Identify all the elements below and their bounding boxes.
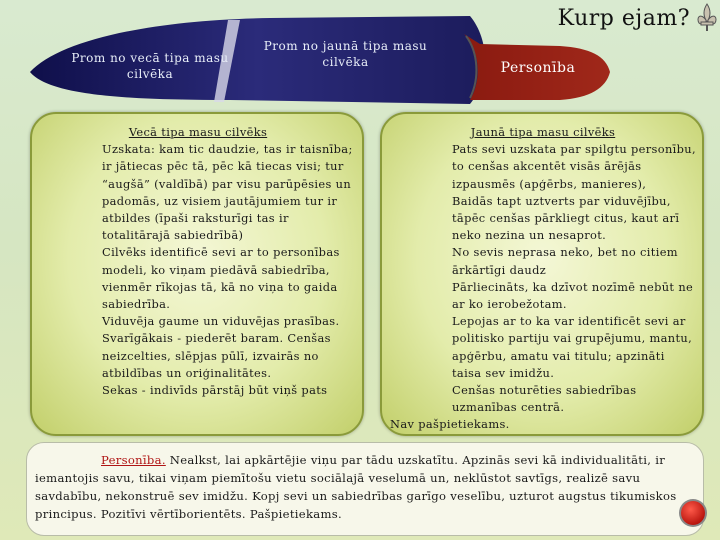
personality-text: Nealkst, lai apkārtējie viņu par tādu uzskatītu. Apzinās sevi kā individualitāti, ir iemantojis savu, tikai viņam piemītošu vietu sociālajā veselumā un, neklūstot savtīgs, realizē savu savdabību, nekonstruē sev imidžu. Kopj sevi un sabiedrības garīgo veselību, uzturot augstus tikumiskos principus. Pozitīvi vērtīborientēts. Pašpietiekams. bbox=[35, 453, 677, 521]
left-panel-p3: Viduvēja gaume un viduvējas prasības. bbox=[102, 314, 340, 329]
page-title: Kurp ejam? bbox=[557, 6, 690, 31]
fleur-de-lis-icon bbox=[696, 2, 718, 32]
personality-definition-box bbox=[26, 442, 704, 536]
left-panel-heading: Vecā tipa masu cilvēks bbox=[128, 125, 268, 139]
new-mass-man-panel bbox=[380, 112, 704, 436]
personality-label: Personība. bbox=[101, 453, 166, 467]
right-panel-p7: Nav pašpietiekams. bbox=[390, 417, 510, 432]
left-panel-p2: Cilvēks identificē sevi ar to personības modeli, ko viņam piedāvā sabiedrība, vienmēr rīkojas tā, kā no viņa to gaida sabiedrība. bbox=[102, 245, 340, 312]
right-panel-p5: Lepojas ar to ka var identificēt sevi ar politisko partiju vai grupējumu, mantu, apģērbu, amatu vai titulu; apzināti taisa sev imidžu. bbox=[452, 314, 693, 380]
banner-new-label: Prom no jaunā tipa masu cilvēka bbox=[263, 39, 428, 69]
left-panel-p4: Svarīgākais - piederēt baram. Cenšas neizcelties, slēpjas pūlī, izvairās no atbildības un oriģinalitātes. bbox=[102, 331, 331, 380]
right-panel-p4: Pārliecināts, ka dzīvot nozīmē nebūt ne ar ko ierobežotam. bbox=[452, 279, 694, 312]
right-panel-heading: Jaunā tipa masu cilvēks bbox=[470, 125, 616, 139]
left-panel-p5: Sekas - indivīds pārstāj būt viņš pats bbox=[102, 383, 328, 398]
old-mass-man-panel bbox=[30, 112, 364, 436]
right-panel-p1: Pats sevi uzskata par spilgtu personību, to cenšas akcentēt visās ārējās izpausmēs (apģērbs, manieres), bbox=[452, 142, 696, 191]
banner-personality-label: Personība bbox=[500, 60, 576, 76]
right-panel-p2: Baidās tapt uztverts par viduvējību, tāpēc cenšas pārkliegt citus, kaut arī neko nezina un nesaprot. bbox=[452, 193, 680, 243]
banner-old-label: Prom no vecā tipa masu cilvēka bbox=[71, 51, 229, 81]
red-circle-button-icon[interactable] bbox=[678, 498, 708, 528]
left-panel-p1: Uzskata: kam tic daudzie, tas ir taisnība; ir jātiecas pēc tā, pēc kā tiecas visi; tur “augšā” (valdībā) par visu parūpēsies un padomās, uz visiem jautājumiem tur ir atbildes (īpaši raksturīgi tas ir totalitārajā sabiedrībā) bbox=[102, 142, 353, 243]
right-panel-p6: Cenšas noturēties sabiedrības uzmanības centrā. bbox=[452, 383, 637, 415]
right-panel-p3: No sevis neprasa neko, bet no citiem ārkārtīgi daudz bbox=[452, 245, 678, 277]
